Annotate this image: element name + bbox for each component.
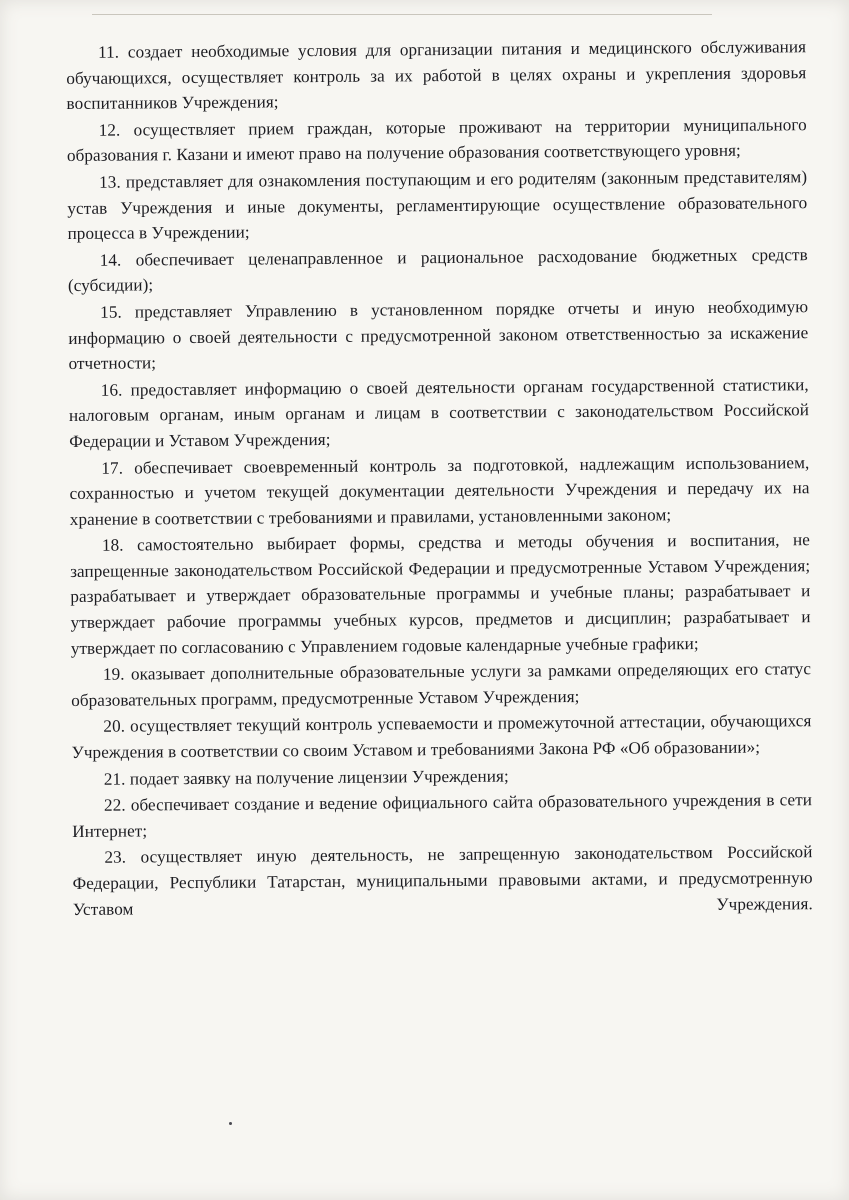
list-item-11: 11. создает необходимые условия для организации питания и медицинского обслуживания обучающихся, осуществляет контроль за их работой в целях охраны и укрепления здоровья воспитанников Учреждения; bbox=[66, 37, 807, 114]
list-item-17: 17. обеспечивает своевременный контроль за подготовкой, надлежащим использованием, сохранностью и учетом текущей документации деятельности Учреждения и передачу их на хранение в соответствии с требованиями и правилами, установленными законом; bbox=[69, 452, 810, 529]
list-item-12: 12. осуществляет прием граждан, которые проживают на территории муниципального образования г. Казани и имеют право на получение образования соответствующего уровня; bbox=[66, 114, 807, 166]
list-item-19: 19. оказывает дополнительные образовательные услуги за рамками определяющих его статус образовательных программ, предусмотренные Уставом Учреждения; bbox=[71, 659, 812, 710]
list-item-21: 21. подает заявку на получение лицензии Учреждения; bbox=[103, 766, 509, 789]
scan-speck bbox=[229, 1122, 232, 1125]
list-item-20: 20. осуществляет текущий контроль успеваемости и промежуточной аттестации, обучающихся Учреждения в соответствии со своим Уставом и требованиями Закона РФ «Об образовании»; bbox=[71, 711, 812, 763]
list-item-18: 18. самостоятельно выбирает формы, средства и методы обучения и воспитания, не запрещенные законодательством Российской Федерации и предусмотренные Уставом Учреждения; разрабатывает и утверждает образовательные программы и учебные планы; разрабатывает и утверждает рабочие программы учебных курсов, предметов и дисциплин; разрабатывает и утверждает по согласованию с Управлением годовые календарные учебные графики; bbox=[70, 530, 811, 658]
page-top-edge-line bbox=[92, 14, 712, 15]
list-item-23: 23. осуществляет иную деятельность, не запрещенную законодательством Российской Федерации, Республики Татарстан, муниципальными правовыми актами, и предусмотренную Уставом Учреждения. bbox=[72, 842, 813, 919]
list-item-16: 16. предоставляет информацию о своей деятельности органам государственной статистики, налоговым органам, иным органам и лицам в соответствии с законодательством Российской Федерации и Уставом Учреждения; bbox=[68, 374, 810, 451]
document-body bbox=[66, 34, 813, 922]
list-item-22: 22. обеспечивает создание и ведение официального сайта образовательного учреждения в сети Интернет; bbox=[72, 790, 813, 841]
list-item-14: 14. обеспечивает целенаправленное и рациональное расходование бюджетных средств (субсидии); bbox=[67, 244, 808, 296]
list-item-15: 15. представляет Управлению в установленном порядке отчеты и иную необходимую информацию о своей деятельности с предусмотренной законом ответственностью за искажение отчетности; bbox=[68, 297, 809, 374]
list-item-13: 13. представляет для ознакомления поступающим и его родителям (законным представителям) устав Учреждения и иные документы, регламентирующие осуществление образовательного процесса в Учреждении; bbox=[67, 167, 808, 244]
